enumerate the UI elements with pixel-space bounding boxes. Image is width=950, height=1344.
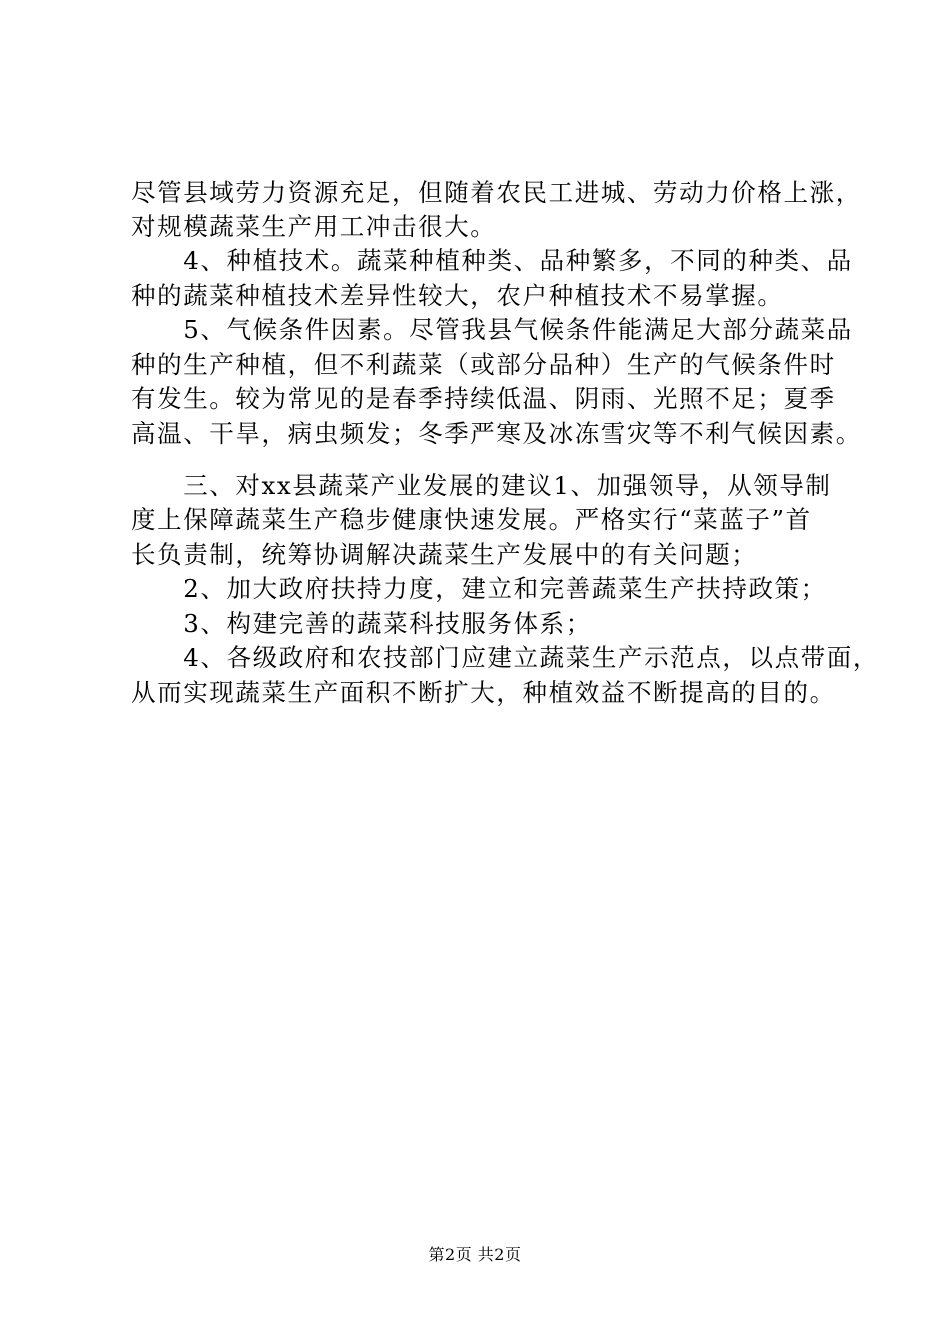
body-text-line: 长负责制，统筹协调解决蔬菜生产发展中的有关问题； [131,540,758,569]
body-text-line: 高温、干旱，病虫频发；冬季严寒及冰冻雪灾等不利气候因素。 [131,419,862,448]
body-text-line: 5、气候条件因素。尽管我县气候条件能满足大部分蔬菜品 [131,315,853,344]
body-text-line: 4、种植技术。蔬菜种植种类、品种繁多，不同的种类、品 [131,246,853,275]
body-text-line: 尽管县域劳力资源充足，但随着农民工进城、劳动力价格上涨， [131,178,862,207]
body-text-line: 种的蔬菜种植技术差异性较大，农户种植技术不易掌握。 [131,281,784,310]
body-text-line: 3、构建完善的蔬菜科技服务体系； [131,609,592,638]
body-text-line: 2、加大政府扶持力度，建立和完善蔬菜生产扶持政策； [131,574,827,603]
body-text-line: 4、各级政府和农技部门应建立蔬菜生产示范点，以点带面， [131,643,879,672]
body-text-line: 对规模蔬菜生产用工冲击很大。 [131,212,497,241]
page-number-footer: 第2页 共2页 [428,1245,522,1264]
body-text-line: 有发生。较为常见的是春季持续低温、阴雨、光照不足；夏季 [131,384,836,413]
body-text-line: 度上保障蔬菜生产稳步健康快速发展。严格实行“菜蓝子”首 [131,505,812,534]
body-text-line: 从而实现蔬菜生产面积不断扩大，种植效益不断提高的目的。 [131,678,836,707]
body-text-line: 三、对xx县蔬菜产业发展的建议1、加强领导，从领导制 [131,471,832,500]
body-text-line: 种的生产种植，但不利蔬菜（或部分品种）生产的气候条件时 [131,350,836,379]
